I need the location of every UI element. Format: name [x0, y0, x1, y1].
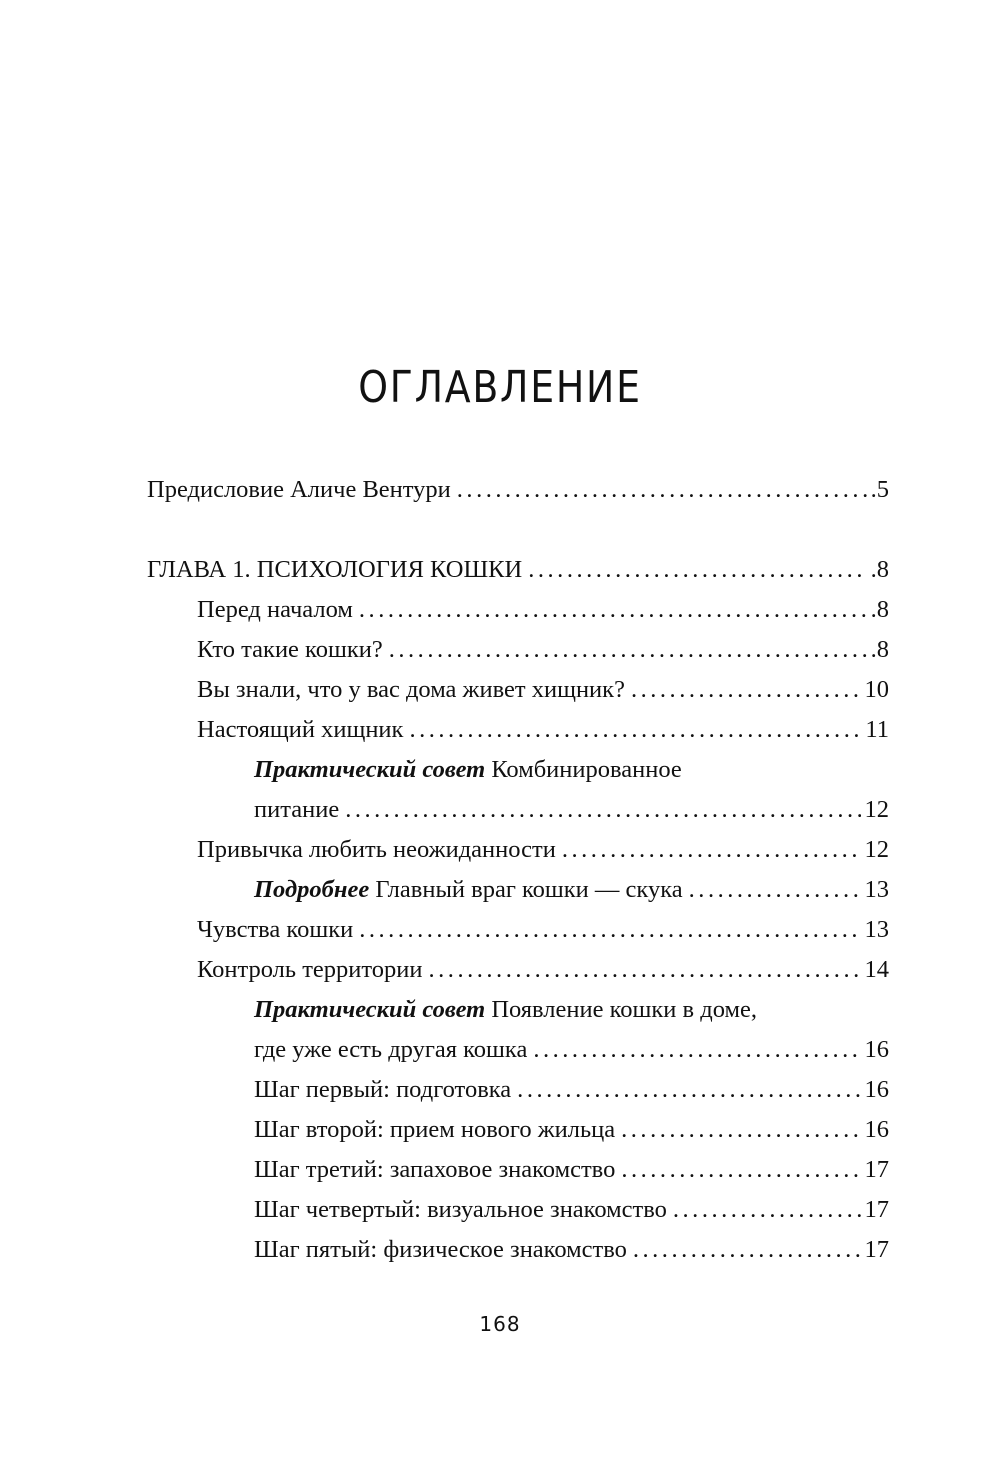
- toc-entry[interactable]: [197, 590, 889, 630]
- toc-entry-title: Вы знали, что у вас дома живет хищник?: [197, 676, 625, 703]
- toc-page-number: .8: [870, 596, 889, 623]
- toc-page-number: 16: [864, 1116, 889, 1143]
- toc-entry[interactable]: [254, 1230, 889, 1270]
- toc-entry-subtitle: Комбинированное: [485, 756, 682, 783]
- toc-entry-label: Практический совет: [254, 996, 486, 1023]
- toc-entry-title: Контроль территории: [197, 956, 423, 983]
- toc-entry-title: Шаг первый: подготовка: [254, 1076, 512, 1103]
- toc-entry-continuation[interactable]: [254, 790, 889, 830]
- toc-entry-title: Шаг четвертый: визуальное знакомство: [254, 1196, 667, 1223]
- toc-page-number: 12: [864, 796, 889, 823]
- toc-entry-title: Шаг третий: запаховое знакомство: [254, 1156, 616, 1183]
- dot-leader: [621, 1110, 860, 1150]
- dot-leader: [673, 1190, 861, 1230]
- dot-leader: [409, 710, 861, 750]
- dot-leader: [389, 630, 867, 670]
- toc-entry-title: [254, 990, 757, 1030]
- toc-page-number: .8: [870, 556, 889, 583]
- toc-page-number: 12: [864, 836, 889, 863]
- toc-entry-subtitle: Появление кошки в доме,: [485, 996, 757, 1023]
- toc-page-number: 10: [864, 676, 889, 703]
- toc-entry[interactable]: [254, 990, 889, 1030]
- dot-leader: [689, 870, 861, 910]
- toc-page-number: 16: [864, 1076, 889, 1103]
- dot-leader: [533, 1030, 860, 1070]
- toc-entry-title: [254, 750, 682, 790]
- toc-entry[interactable]: [197, 710, 889, 750]
- page-title: ОГЛАВЛЕНИЕ: [358, 362, 642, 413]
- toc-entry-title: Шаг пятый: физическое знакомство: [254, 1236, 627, 1263]
- toc-entry-continuation[interactable]: [254, 1030, 889, 1070]
- toc-page-number: 17: [864, 1236, 889, 1263]
- toc-entry[interactable]: [197, 670, 889, 710]
- toc-entry[interactable]: [197, 630, 889, 670]
- toc-entry-title: где уже есть другая кошка: [254, 1036, 528, 1063]
- dot-leader: [359, 590, 867, 630]
- toc-entry-title: Чувства кошки: [197, 916, 354, 943]
- toc-entry-title: ГЛАВА 1. ПСИХОЛОГИЯ КОШКИ: [147, 556, 523, 583]
- toc-entry-title: питание: [254, 796, 340, 823]
- toc-entry[interactable]: [197, 830, 889, 870]
- toc-entry[interactable]: [147, 470, 889, 510]
- toc-page-number: 11: [865, 716, 889, 743]
- toc-page-number: 13: [864, 916, 889, 943]
- dot-leader: [631, 670, 861, 710]
- toc-entry[interactable]: [197, 950, 889, 990]
- toc-entry[interactable]: [254, 1190, 889, 1230]
- toc-page-number: 14: [864, 956, 889, 983]
- dot-leader: [457, 470, 867, 510]
- toc-entry-title: Предисловие Аличе Вентури: [147, 476, 451, 503]
- toc-entry-title: Настоящий хищник: [197, 716, 404, 743]
- page-number: 168: [479, 1312, 521, 1336]
- toc-entry-label: Практический совет: [254, 756, 486, 783]
- toc-entry[interactable]: [254, 1150, 889, 1190]
- toc-chapter-heading[interactable]: [147, 550, 889, 590]
- toc-page-number: 16: [864, 1036, 889, 1063]
- toc-entry-title: Кто такие кошки?: [197, 636, 383, 663]
- toc-entry[interactable]: [254, 1070, 889, 1110]
- toc-page-number: .5: [870, 476, 889, 503]
- dot-leader: [517, 1070, 860, 1110]
- toc-page-number: .8: [870, 636, 889, 663]
- dot-leader: [633, 1230, 861, 1270]
- toc-page-number: 13: [864, 876, 889, 903]
- dot-leader: [359, 910, 860, 950]
- toc-entry[interactable]: [254, 750, 889, 790]
- toc-entry[interactable]: [197, 910, 889, 950]
- dot-leader: [562, 830, 861, 870]
- toc-entry-subtitle: Главный враг кошки — скука: [369, 876, 683, 903]
- toc-page-number: 17: [864, 1196, 889, 1223]
- dot-leader: [528, 550, 866, 590]
- dot-leader: [621, 1150, 860, 1190]
- toc-entry-label: Подробнее: [254, 876, 370, 903]
- dot-leader: [429, 950, 861, 990]
- toc-entry-title: Привычка любить неожиданности: [197, 836, 556, 863]
- toc-entry[interactable]: [254, 1110, 889, 1150]
- toc-entry[interactable]: [254, 870, 889, 910]
- toc-entry-title: Перед началом: [197, 596, 353, 623]
- dot-leader: [345, 790, 860, 830]
- toc-entry-title: [254, 870, 683, 910]
- toc-page-number: 17: [864, 1156, 889, 1183]
- toc-entry-title: Шаг второй: прием нового жильца: [254, 1116, 616, 1143]
